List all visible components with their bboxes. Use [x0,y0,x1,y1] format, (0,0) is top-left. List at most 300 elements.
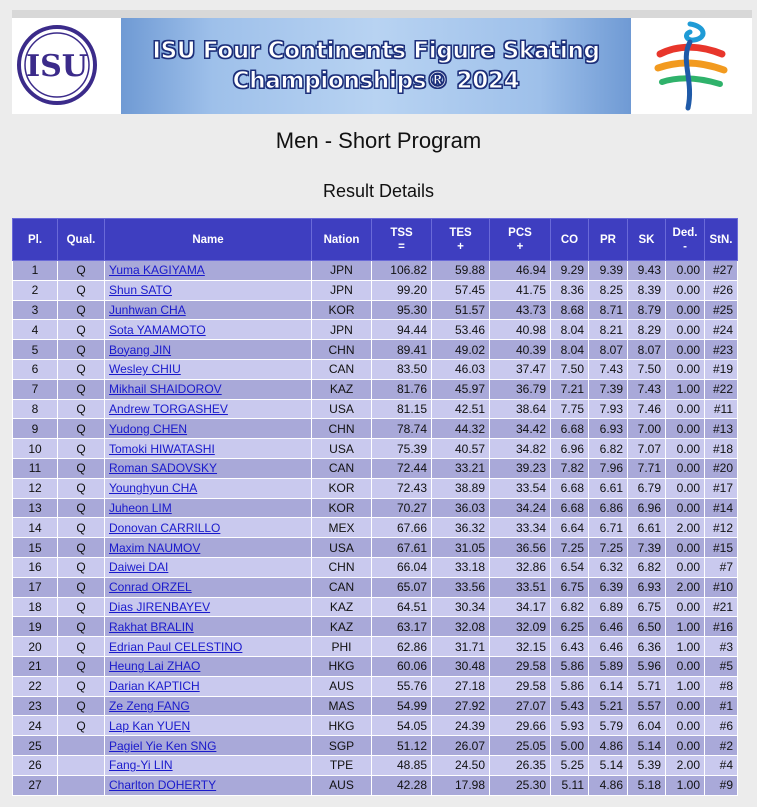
cell-ded: 0.00 [666,557,705,577]
table-row [13,340,738,360]
cell-co: 6.25 [551,617,589,637]
skater-name-link[interactable]: Younghyun CHA [109,481,198,496]
cell-name [105,379,312,399]
isu-logo [16,24,98,106]
cell-sk: 5.18 [628,775,666,795]
cell-tss: 81.15 [372,399,432,419]
cell-qual: Q [58,557,105,577]
cell-qual [58,755,105,775]
cell-pr: 5.79 [589,716,628,736]
cell-tss: 66.04 [372,557,432,577]
cell-co: 5.86 [551,676,589,696]
cell-name [105,696,312,716]
skater-name-link[interactable]: Edrian Paul CELESTINO [109,639,243,654]
cell-pl: 18 [13,597,58,617]
cell-tes: 27.92 [432,696,490,716]
cell-ded: 1.00 [666,775,705,795]
cell-stn: #4 [705,755,738,775]
cell-sk: 9.43 [628,261,666,281]
cell-pr: 6.14 [589,676,628,696]
cell-qual: Q [58,320,105,340]
cell-pr: 6.89 [589,597,628,617]
cell-pr: 8.21 [589,320,628,340]
cell-sk: 8.39 [628,280,666,300]
column-header-operator: + [516,240,524,253]
cell-name [105,775,312,795]
cell-nation: CAN [312,577,372,597]
cell-ded: 0.00 [666,261,705,281]
cell-stn: #19 [705,359,738,379]
cell-tes: 17.98 [432,775,490,795]
column-header-tes [432,219,490,261]
isu-logo-text: ISU [26,49,88,84]
cell-name [105,538,312,558]
cell-ded: 0.00 [666,656,705,676]
cell-co: 7.82 [551,458,589,478]
cell-pcs: 26.35 [490,755,551,775]
cell-name [105,755,312,775]
cell-tss: 99.20 [372,280,432,300]
cell-ded: 0.00 [666,696,705,716]
skater-name-link[interactable]: Juheon LIM [109,500,172,515]
banner-title-line1: ISU Four Continents Figure Skating [152,38,600,64]
cell-tss: 72.43 [372,478,432,498]
cell-nation: SGP [312,736,372,756]
skater-name-link[interactable]: Tomoki HIWATASHI [109,441,215,456]
cell-pcs: 37.47 [490,359,551,379]
cell-tss: 78.74 [372,419,432,439]
cell-pcs: 34.24 [490,498,551,518]
cell-pr: 6.82 [589,439,628,459]
cell-ded: 0.00 [666,359,705,379]
cell-nation: JPN [312,261,372,281]
table-row [13,458,738,478]
cell-stn: #15 [705,538,738,558]
cell-pl: 17 [13,577,58,597]
cell-co: 6.64 [551,518,589,538]
column-header-label: Ded. [672,226,698,239]
cell-co: 5.11 [551,775,589,795]
cell-qual: Q [58,637,105,657]
cell-tss: 54.99 [372,696,432,716]
table-row [13,617,738,637]
table-row [13,478,738,498]
skater-name-link[interactable]: Wesley CHIU [109,362,181,377]
cell-tes: 36.03 [432,498,490,518]
cell-co: 6.54 [551,557,589,577]
cell-tes: 26.07 [432,736,490,756]
cell-pr: 9.39 [589,261,628,281]
cell-name [105,637,312,657]
cell-tss: 89.41 [372,340,432,360]
cell-qual: Q [58,538,105,558]
cell-stn: #20 [705,458,738,478]
cell-pcs: 29.58 [490,676,551,696]
cell-pcs: 32.15 [490,637,551,657]
cell-name [105,399,312,419]
cell-pl: 19 [13,617,58,637]
cell-pr: 5.21 [589,696,628,716]
column-header-label: Name [192,233,224,246]
cell-pl: 3 [13,300,58,320]
cell-name [105,340,312,360]
cell-co: 9.29 [551,261,589,281]
cell-stn: #3 [705,637,738,657]
cell-pcs: 36.79 [490,379,551,399]
cell-pr: 7.96 [589,458,628,478]
cell-co: 7.50 [551,359,589,379]
cell-ded: 2.00 [666,577,705,597]
cell-name [105,518,312,538]
cell-pr: 6.61 [589,478,628,498]
cell-tss: 48.85 [372,755,432,775]
cell-tss: 54.05 [372,716,432,736]
cell-tes: 45.97 [432,379,490,399]
cell-name [105,320,312,340]
table-row [13,775,738,795]
cell-qual: Q [58,597,105,617]
cell-qual: Q [58,261,105,281]
skater-name-link[interactable]: Yudong CHEN [109,421,188,436]
column-header-operator: = [398,240,405,253]
table-row [13,379,738,399]
cell-tes: 38.89 [432,478,490,498]
cell-qual: Q [58,300,105,320]
cell-tes: 24.39 [432,716,490,736]
cell-nation: PHI [312,637,372,657]
cell-nation: KOR [312,498,372,518]
cell-qual: Q [58,696,105,716]
skater-name-link[interactable]: Boyang JIN [109,342,172,357]
cell-name [105,439,312,459]
column-header-label: CO [560,233,579,246]
cell-tss: 94.44 [372,320,432,340]
column-header-tss [372,219,432,261]
cell-co: 7.75 [551,399,589,419]
cell-pr: 8.07 [589,340,628,360]
cell-pcs: 40.98 [490,320,551,340]
cell-pcs: 27.07 [490,696,551,716]
cell-tss: 63.17 [372,617,432,637]
column-header-pl [13,219,58,261]
cell-stn: #16 [705,617,738,637]
column-header-name [105,219,312,261]
cell-qual: Q [58,656,105,676]
cell-tes: 42.51 [432,399,490,419]
cell-tes: 24.50 [432,755,490,775]
cell-nation: KAZ [312,379,372,399]
table-row [13,300,738,320]
cell-nation: CHN [312,419,372,439]
cell-qual: Q [58,399,105,419]
cell-tes: 36.32 [432,518,490,538]
cell-qual [58,736,105,756]
cell-sk: 6.61 [628,518,666,538]
cell-tes: 30.34 [432,597,490,617]
cell-qual: Q [58,577,105,597]
table-row [13,656,738,676]
column-header-label: Pl. [27,233,43,246]
cell-tss: 95.30 [372,300,432,320]
results-table [12,218,738,796]
cell-ded: 0.00 [666,419,705,439]
table-row [13,498,738,518]
cell-stn: #7 [705,557,738,577]
cell-sk: 6.75 [628,597,666,617]
table-row [13,736,738,756]
column-header-sk [628,219,666,261]
table-row [13,716,738,736]
cell-pcs: 33.54 [490,478,551,498]
cell-stn: #11 [705,399,738,419]
column-header-co [551,219,589,261]
cell-pcs: 46.94 [490,261,551,281]
cell-ded: 0.00 [666,716,705,736]
skater-name-link[interactable]: Darian KAPTICH [109,679,200,694]
skater-name-link[interactable]: Donovan CARRILLO [109,520,221,535]
cell-pl: 1 [13,261,58,281]
cell-nation: CHN [312,557,372,577]
cell-pcs: 40.39 [490,340,551,360]
column-header-label: PCS [508,226,532,239]
cell-tes: 27.18 [432,676,490,696]
cell-tss: 51.12 [372,736,432,756]
skater-name-link[interactable]: Sota YAMAMOTO [109,322,206,337]
cell-tes: 51.57 [432,300,490,320]
cell-pr: 5.89 [589,656,628,676]
results-table-container [12,218,737,796]
cell-stn: #22 [705,379,738,399]
cell-pl: 16 [13,557,58,577]
cell-ded: 0.00 [666,538,705,558]
cell-qual: Q [58,280,105,300]
cell-qual: Q [58,716,105,736]
table-header-row [13,219,738,261]
cell-co: 7.21 [551,379,589,399]
cell-sk: 5.96 [628,656,666,676]
cell-pl: 4 [13,320,58,340]
cell-tss: 65.07 [372,577,432,597]
cell-pl: 23 [13,696,58,716]
cell-co: 8.68 [551,300,589,320]
results-table-body [13,261,738,796]
cell-tes: 46.03 [432,359,490,379]
column-header-ded [666,219,705,261]
cell-pcs: 34.17 [490,597,551,617]
cell-qual: Q [58,478,105,498]
section-title: Result Details [322,181,435,201]
cell-pr: 8.71 [589,300,628,320]
cell-tss: 106.82 [372,261,432,281]
cell-pcs: 34.42 [490,419,551,439]
cell-ded: 0.00 [666,340,705,360]
cell-pcs: 32.86 [490,557,551,577]
cell-tss: 67.61 [372,538,432,558]
skater-name-link[interactable]: Andrew TORGASHEV [109,401,228,416]
cell-co: 6.96 [551,439,589,459]
cell-sk: 5.57 [628,696,666,716]
cell-pcs: 32.09 [490,617,551,637]
cell-nation: HKG [312,716,372,736]
cell-nation: MEX [312,518,372,538]
cell-nation: USA [312,439,372,459]
cell-ded: 0.00 [666,300,705,320]
cell-nation: JPN [312,320,372,340]
skater-name-link[interactable]: Fang-Yi LIN [109,758,173,773]
cell-name [105,458,312,478]
column-header-label: TSS [390,226,413,239]
column-header-label: TES [449,226,472,239]
cell-sk: 6.82 [628,557,666,577]
cell-qual: Q [58,419,105,439]
cell-stn: #24 [705,320,738,340]
table-row [13,419,738,439]
cell-co: 5.43 [551,696,589,716]
cell-name [105,617,312,637]
cell-pl: 24 [13,716,58,736]
cell-sk: 7.50 [628,359,666,379]
cell-qual: Q [58,340,105,360]
cell-qual: Q [58,676,105,696]
skater-name-link[interactable]: Mikhail SHAIDOROV [109,382,222,397]
cell-sk: 6.36 [628,637,666,657]
cell-stn: #5 [705,656,738,676]
cell-pr: 4.86 [589,775,628,795]
cell-nation: KAZ [312,617,372,637]
cell-tes: 32.08 [432,617,490,637]
cell-nation: CAN [312,359,372,379]
cell-tes: 31.71 [432,637,490,657]
cell-tss: 55.76 [372,676,432,696]
table-row [13,577,738,597]
cell-co: 8.04 [551,340,589,360]
cell-stn: #13 [705,419,738,439]
cell-sk: 6.50 [628,617,666,637]
skater-name-link[interactable]: Yuma KAGIYAMA [109,263,205,278]
skater-name-link[interactable]: Junhwan CHA [109,302,186,317]
cell-stn: #2 [705,736,738,756]
cell-qual: Q [58,359,105,379]
cell-stn: #27 [705,261,738,281]
table-row [13,597,738,617]
cell-pr: 6.46 [589,617,628,637]
cell-pl: 15 [13,538,58,558]
cell-qual: Q [58,458,105,478]
column-header-label: Qual. [66,233,96,246]
cell-name [105,498,312,518]
cell-qual: Q [58,518,105,538]
cell-name [105,478,312,498]
skater-name-link[interactable]: Daiwei DAI [109,560,169,575]
cell-tss: 42.28 [372,775,432,795]
cell-tes: 57.45 [432,280,490,300]
cell-qual: Q [58,498,105,518]
cell-co: 6.75 [551,577,589,597]
cell-pr: 6.32 [589,557,628,577]
cell-pl: 5 [13,340,58,360]
skater-name-link[interactable]: Maxim NAUMOV [109,540,201,555]
cell-nation: AUS [312,676,372,696]
cell-co: 8.04 [551,320,589,340]
column-header-nation [312,219,372,261]
cell-nation: HKG [312,656,372,676]
cell-name [105,597,312,617]
cell-ded: 0.00 [666,439,705,459]
cell-qual: Q [58,379,105,399]
cell-pl: 9 [13,419,58,439]
skater-name-link[interactable]: Pagiel Yie Ken SNG [109,738,217,753]
cell-nation: KAZ [312,597,372,617]
cell-qual: Q [58,617,105,637]
cell-pcs: 25.05 [490,736,551,756]
cell-tes: 33.21 [432,458,490,478]
table-row [13,280,738,300]
skater-name-link[interactable]: Conrad ORZEL [109,580,192,595]
cell-tss: 83.50 [372,359,432,379]
cell-pr: 6.71 [589,518,628,538]
table-row [13,538,738,558]
event-title: Men - Short Program [275,128,482,153]
skater-name-link[interactable]: Ze Zeng FANG [109,698,190,713]
skater-name-link[interactable]: Charlton DOHERTY [109,778,217,793]
cell-co: 6.68 [551,498,589,518]
cell-ded: 0.00 [666,399,705,419]
cell-nation: AUS [312,775,372,795]
skater-name-link[interactable]: Shun SATO [109,283,172,298]
cell-pr: 8.25 [589,280,628,300]
cell-pl: 22 [13,676,58,696]
cell-sk: 6.93 [628,577,666,597]
cell-name [105,261,312,281]
skater-name-link[interactable]: Dias JIRENBAYEV [109,599,211,614]
cell-co: 5.86 [551,656,589,676]
cell-sk: 8.07 [628,340,666,360]
event-logo [650,20,730,112]
cell-sk: 7.07 [628,439,666,459]
skater-name-link[interactable]: Heung Lai ZHAO [109,659,201,674]
cell-tes: 30.48 [432,656,490,676]
cell-name [105,736,312,756]
cell-pr: 6.46 [589,637,628,657]
table-row [13,320,738,340]
skater-name-link[interactable]: Lap Kan YUEN [109,718,191,733]
cell-nation: CAN [312,458,372,478]
cell-ded: 0.00 [666,597,705,617]
cell-pr: 6.39 [589,577,628,597]
column-header-label: StN. [709,233,733,246]
column-header-label: SK [638,233,655,246]
table-row [13,359,738,379]
cell-co: 6.68 [551,419,589,439]
cell-pcs: 29.58 [490,656,551,676]
cell-pl: 10 [13,439,58,459]
cell-pr: 6.93 [589,419,628,439]
cell-ded: 2.00 [666,518,705,538]
cell-co: 7.25 [551,538,589,558]
cell-tes: 49.02 [432,340,490,360]
column-header-stn [705,219,738,261]
cell-ded: 0.00 [666,498,705,518]
cell-tss: 75.39 [372,439,432,459]
skater-name-link[interactable]: Rakhat BRALIN [109,619,194,634]
cell-tes: 53.46 [432,320,490,340]
column-header-operator: - [683,240,687,253]
cell-pr: 4.86 [589,736,628,756]
top-bar [12,10,752,18]
skater-name-link[interactable]: Roman SADOVSKY [109,461,218,476]
cell-name [105,280,312,300]
cell-co: 5.00 [551,736,589,756]
